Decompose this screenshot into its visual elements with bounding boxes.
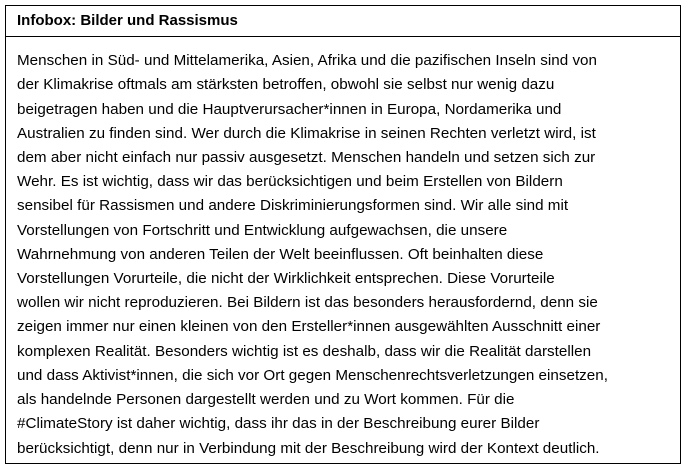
- body-line-5: dem aber nicht einfach nur passiv ausgesetzt. Menschen handeln und setzen sich zur: [17, 149, 596, 166]
- infobox: [5, 5, 681, 464]
- body-line-16: #ClimateStory ist daher wichtig, dass ihr das in der Beschreibung eurer Bilder: [17, 415, 540, 432]
- body-line-1: Menschen in Süd- und Mittelamerika, Asien, Afrika und die pazifischen Inseln sind von: [17, 52, 597, 69]
- body-line-2: der Klimakrise oftmals am stärksten betroffen, obwohl sie selbst nur wenig dazu: [17, 76, 555, 93]
- body-line-10: Vorstellungen Vorurteile, die nicht der Wirklichkeit entsprechen. Diese Vorurteile: [17, 270, 555, 287]
- body-line-14: und dass Aktivist*innen, die sich vor Ort gegen Menschenrechtsverletzungen einsetzen,: [17, 367, 608, 384]
- infobox-body: [6, 37, 680, 464]
- body-line-17: berücksichtigt, denn nur in Verbindung mit der Beschreibung wird der Kontext deutlich.: [17, 440, 600, 457]
- body-line-4: Australien zu finden sind. Wer durch die Klimakrise in seinen Rechten verletzt wird, ist: [17, 125, 596, 142]
- body-line-13: komplexen Realität. Besonders wichtig ist es deshalb, dass wir die Realität darstellen: [17, 343, 592, 360]
- body-line-7: sensibel für Rassismen und andere Diskriminierungsformen sind. Wir alle sind mit: [17, 197, 569, 214]
- body-line-3: beigetragen haben und die Hauptverursacher*innen in Europa, Nordamerika und: [17, 101, 562, 118]
- body-line-11: wollen wir nicht reproduzieren. Bei Bildern ist das besonders herausfordernd, denn sie: [17, 294, 598, 311]
- body-line-12: zeigen immer nur einen kleinen von den Ersteller*innen ausgewählten Ausschnitt einer: [17, 318, 601, 335]
- body-line-6: Wehr. Es ist wichtig, dass wir das berücksichtigen und beim Erstellen von Bildern: [17, 173, 563, 190]
- infobox-title: Infobox: Bilder und Rassismus: [6, 6, 680, 37]
- body-line-9: Wahrnehmung von anderen Teilen der Welt beeinflussen. Oft beinhalten diese: [17, 246, 544, 263]
- body-line-15: als handelnde Personen dargestellt werden und zu Wort kommen. Für die: [17, 391, 515, 408]
- body-line-8: Vorstellungen von Fortschritt und Entwicklung aufgewachsen, die unsere: [17, 222, 508, 239]
